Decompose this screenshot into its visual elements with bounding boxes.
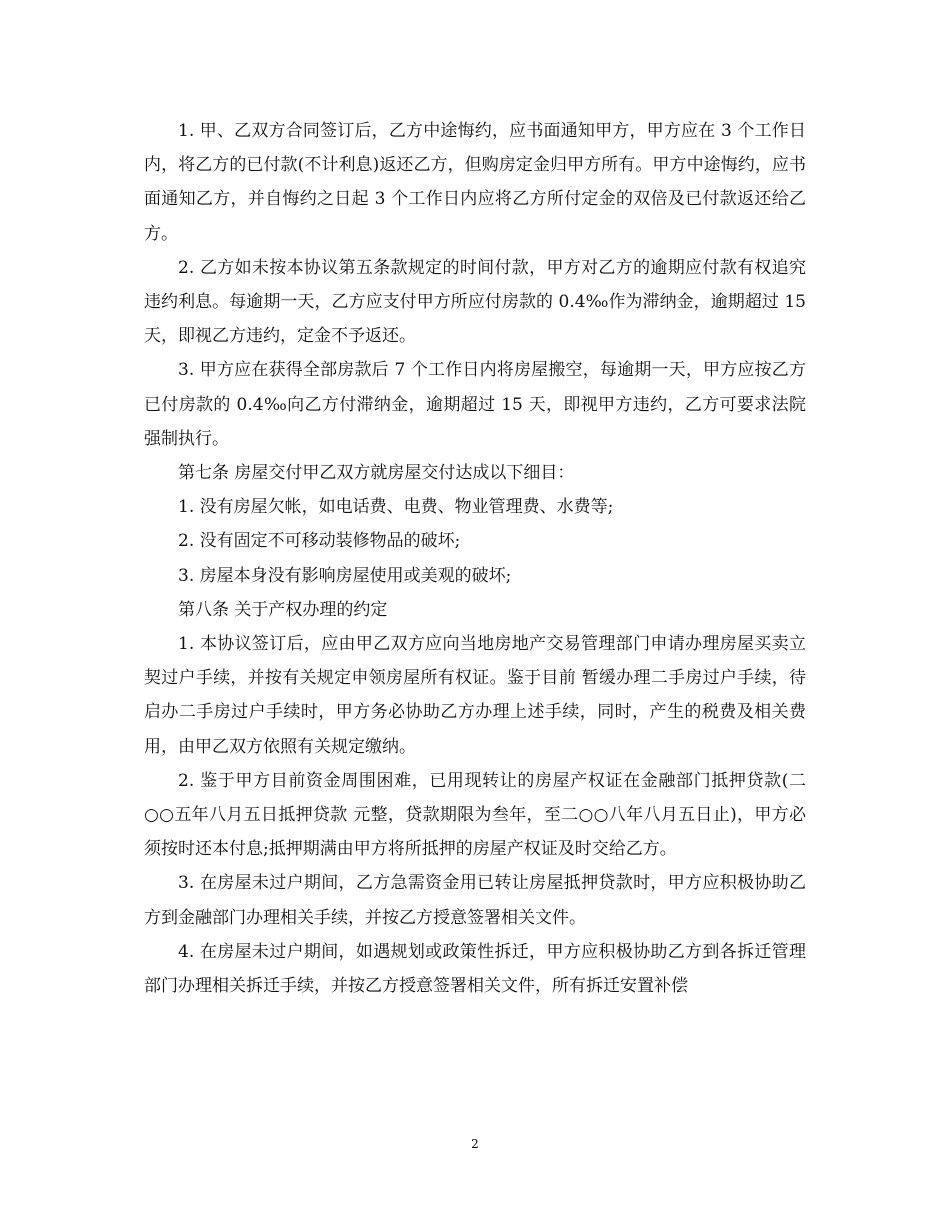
clause-paragraph: 3. 房屋本身没有影响房屋使用或美观的破坏; — [178, 565, 512, 586]
clause-paragraph: 2. 没有固定不可移动装修物品的破坏; — [178, 531, 461, 552]
clause-paragraph: 2. 乙方如未按本协议第五条款规定的时间付款，甲方对乙方的逾期应付款有权追究违约利息。每逾期一天，乙方应支付甲方所应付房款的 0.4‰作为滞纳金，逾期超过 15 天，即视乙方违约，定金不予返还。 — [144, 257, 806, 347]
document-body — [144, 114, 806, 1003]
section-heading: 第八条 关于产权办理的约定 — [178, 599, 388, 620]
clause-paragraph: 3. 甲方应在获得全部房款后 7 个工作日内将房屋搬空，每逾期一天，甲方应按乙方已付房款的 0.4‰向乙方付滞纳金，逾期超过 15 天，即视甲方违约，乙方可要求法院强制执行。 — [144, 360, 806, 449]
section-heading: 第七条 房屋交付甲乙双方就房屋交付达成以下细目： — [178, 463, 575, 484]
clause-paragraph: 1. 没有房屋欠帐，如电话费、电费、物业管理费、水费等; — [178, 497, 614, 518]
clause-paragraph: 1. 本协议签订后，应由甲乙双方应向当地房地产交易管理部门申请办理房屋买卖立契过户手续，并按有关规定申领房屋所有权证。鉴于目前 暂缓办理二手房过户手续，待 启办二手房过户手续时，甲方务必协助乙方办理上述手续，同时，产生的税费及相关费用，由甲乙双方依照有关规定缴纳。 — [144, 634, 806, 757]
page-number: 2 — [471, 1137, 479, 1151]
clause-paragraph: 1. 甲、乙双方合同签订后，乙方中途悔约，应书面通知甲方，甲方应在 3 个工作日内，将乙方的已付款(不计利息)返还乙方，但购房定金归甲方所有。甲方中途悔约，应书面通知乙方，并自悔约之日起 3 个工作日内应将乙方所付定金的双倍及已付款返还给乙方。 — [144, 121, 806, 244]
clause-paragraph: 4. 在房屋未过户期间，如遇规划或政策性拆迁，甲方应积极协助乙方到各拆迁管理部门办理相关拆迁手续，并按乙方授意签署相关文件，所有拆迁安置补偿 — [144, 941, 806, 997]
clause-paragraph: 3. 在房屋未过户期间，乙方急需资金用已转让房屋抵押贷款时，甲方应积极协助乙方到金融部门办理相关手续，并按乙方授意签署相关文件。 — [144, 873, 806, 928]
clause-paragraph: 2. 鉴于甲方目前资金周围困难，已用现转让的房屋产权证在金融部门抵押贷款(二○○五年八月五日抵押贷款 元整，贷款期限为叁年，至二○○八年八月五日止)，甲方必须按时还本付息;抵押期满由甲方将所抵押的房屋产权证及时交给乙方。 — [144, 770, 806, 860]
